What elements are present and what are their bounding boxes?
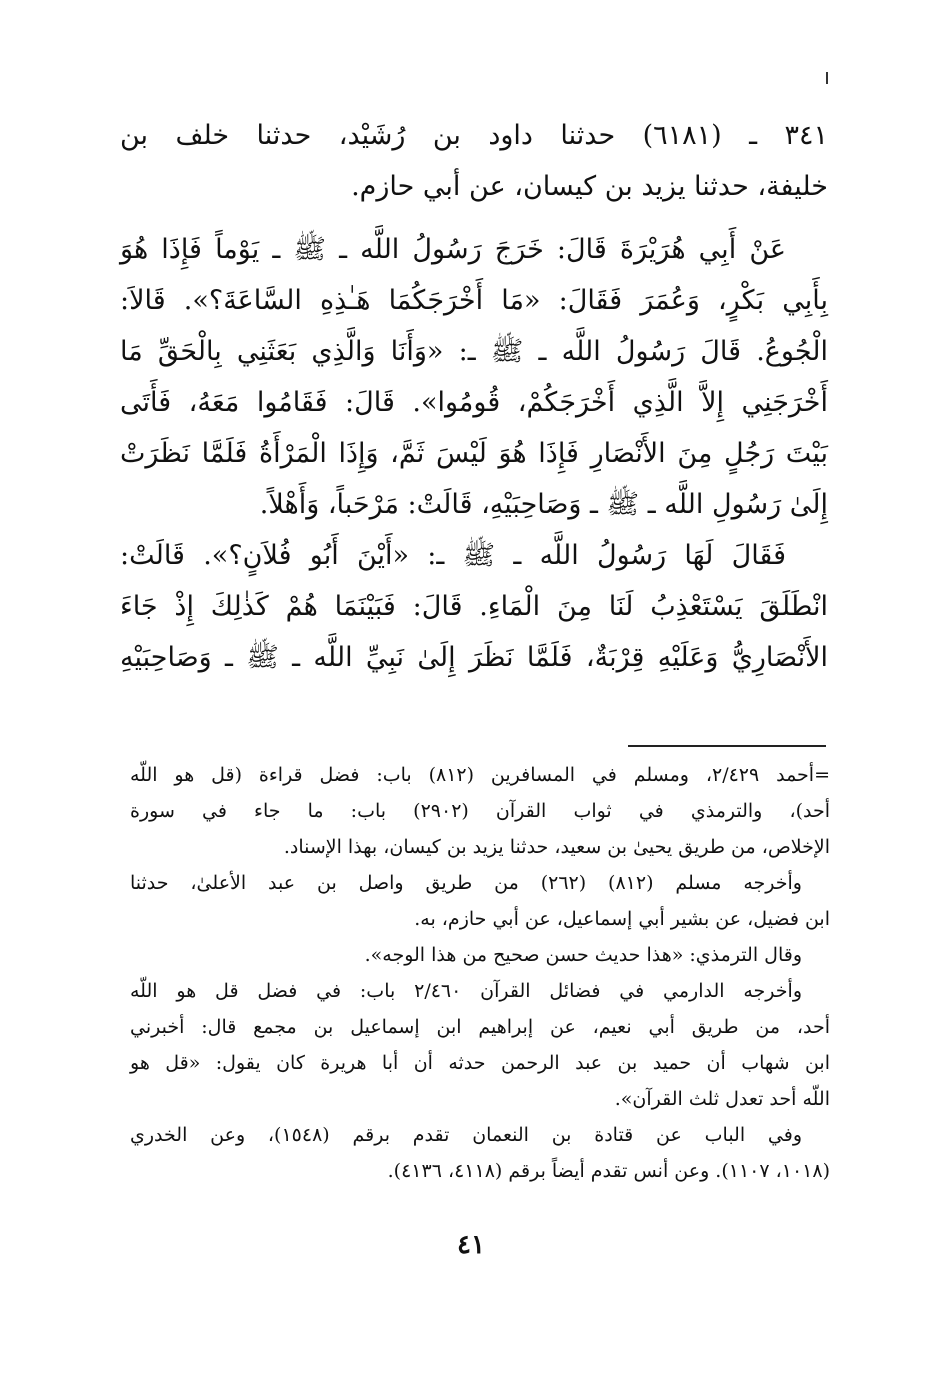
footnote-line: الإخلاص، من طريق يحيىٰ بن سعيد، حدثنا يزيد بن كيسان، بهذا الإسناد. [283, 836, 830, 858]
text-line: أَخْرَجَنِي إِلاَّ الَّذِي أَخْرَجَكُمْ، قُومُوا». قَالَ: فَقَامُوا مَعَهُ، فَأَتَى [120, 387, 828, 418]
text-line: فَقَالَ لَهَا رَسُولُ اللَّه ـ ﷺ ـ: «أَيْنَ أَبُو فُلاَنٍ؟». قَالَتْ: [120, 540, 786, 571]
text-line: ٣٤١ ـ (٦١٨١) حدثنا داود بن رُشَيْد، حدثنا خلف بن [120, 120, 828, 151]
text-line: بَيْتَ رَجُلٍ مِنَ الأَنْصَارِ فَإِذَا هُوَ لَيْسَ ثَمَّ، وَإِذَا الْمَرْأَةُ فَلَمَّا نَظَرَتْ [120, 438, 828, 469]
paragraph-gap [120, 212, 828, 224]
text-line: الأَنْصَارِيُّ وَعَلَيْهِ قِرْبَةٌ، فَلَمَّا نَظَرَ إِلَىٰ نَبِيِّ اللَّه ـ ﷺ ـ وَصَاحِبَيْهِ [120, 642, 828, 673]
text-line: بِأَبِي بَكْرٍ، وَعُمَرَ فَقَالَ: «مَا أَخْرَجَكُمَا هَـٰذِهِ السَّاعَةَ؟». قَالاَ: [120, 285, 828, 316]
footnote-line: وفي الباب عن قتادة بن النعمان تقدم برقم (١٥٤٨)، وعن الخدري [130, 1124, 803, 1146]
footnote-divider [628, 745, 826, 747]
footnote-line: أحد، من طريق أبي نعيم، عن إبراهيم ابن إسماعيل بن مجمع قال: أخبرني [130, 1016, 830, 1038]
text-line: انْطَلَقَ يَسْتَعْذِبُ لَنَا مِنَ الْمَاءِ. قَالَ: فَبَيْنَمَا هُمْ كَذٰلِكَ إِذْ جَاءَ [120, 591, 828, 622]
footnotes [130, 757, 830, 1189]
footnote-line: وأخرجه مسلم (٨١٢) (٢٦٢) من طريق واصل بن عبد الأعلىٰ، حدثنا [130, 872, 802, 894]
footnote-line: وقال الترمذي: «هذا حديث حسن صحيح من هذا الوجه». [364, 944, 802, 966]
margin-mark [826, 72, 828, 84]
text-line: عَنْ أَبِي هُرَيْرَةَ قَالَ: خَرَجَ رَسُولُ اللَّه ـ ﷺ ـ يَوْماً فَإِذَا هُوَ [120, 234, 786, 265]
footnote-line: =أحمد ٢/٤٢٩، ومسلم في المسافرين (٨١٢) باب: فضل قراءة (قل هو اللّه [130, 764, 831, 786]
text-line: خليفة، حدثنا يزيد بن كيسان، عن أبي حازم. [351, 171, 828, 202]
page-number: ٤١ [457, 1230, 485, 1260]
footnote-line: أحد)، والترمذي في ثواب القرآن (٢٩٠٢) باب: ما جاء في سورة [130, 800, 830, 822]
text-line: إِلَىٰ رَسُولِ اللَّه ـ ﷺ ـ وَصَاحِبَيْهِ، قَالَتْ: مَرْحَباً، وَأَهْلاً. [259, 489, 828, 520]
footnote-line: (١٠١٨، ١١٠٧). وعن أنس تقدم أيضاً برقم (٤١١٨، ٤١٣٦). [387, 1160, 830, 1182]
footnote-line: اللّه أحد تعدل ثلث القرآن». [614, 1088, 830, 1110]
text-line: الْجُوعُ. قَالَ رَسُولُ اللَّه ـ ﷺ ـ: «وَأَنَا وَالَّذِي بَعَثَنِي بِالْحَقِّ مَا [120, 336, 828, 367]
hadith-body [120, 110, 828, 683]
footnote-line: ابن شهاب أن حميد بن عبد الرحمن حدثه أن أبا هريرة كان يقول: «قل هو [130, 1052, 830, 1074]
footnote-line: ابن فضيل، عن بشير أبي إسماعيل، عن أبي حازم، به. [414, 908, 830, 930]
footnote-line: وأخرجه الدارمي في فضائل القرآن ٢/٤٦٠ باب: في فضل قل هو اللّه [130, 980, 802, 1002]
